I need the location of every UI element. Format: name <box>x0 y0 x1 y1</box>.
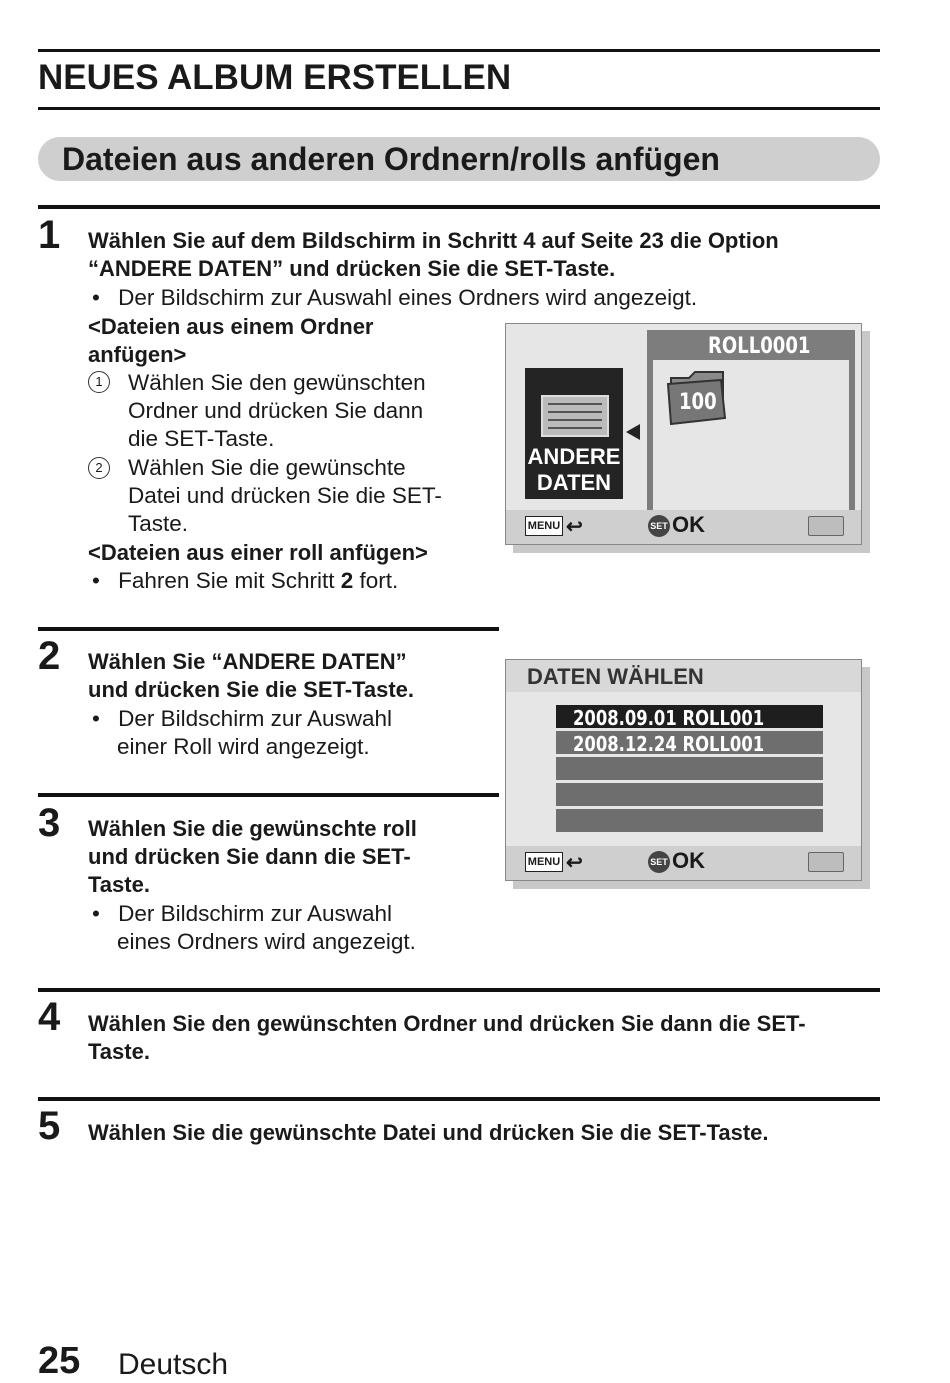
step4-line1: Wählen Sie den gewünschten Ordner und drücken Sie dann die SET- <box>88 1011 806 1036</box>
sub-a-title-1: <Dateien aus einem Ordner <box>88 314 374 339</box>
step1-number: 1 <box>38 213 61 257</box>
step4-rule <box>38 988 880 992</box>
ok-label: OK <box>672 512 705 537</box>
roll-row[interactable] <box>556 809 823 832</box>
option-line2: DATEN <box>536 470 612 495</box>
roll-list <box>556 705 823 832</box>
item2-line1: Wählen Sie die gewünschte <box>128 455 406 480</box>
roll-label: ROLL0001 <box>708 334 811 359</box>
sub-a-title-2: anfügen> <box>88 342 187 367</box>
sub-b-title: <Dateien aus einer roll anfügen> <box>88 540 428 565</box>
step4-line2: Taste. <box>88 1039 150 1064</box>
page-number: 25 <box>38 1340 81 1382</box>
bullet-dot: • <box>92 706 100 731</box>
step2-bullet-line1: Der Bildschirm zur Auswahl <box>118 706 392 731</box>
andere-daten-option[interactable] <box>525 368 623 499</box>
item2-line2: Datei und drücken Sie die SET- <box>128 483 442 508</box>
page-title: NEUES ALBUM ERSTELLEN <box>38 58 512 97</box>
step1-rule <box>38 205 880 209</box>
step3-line1: Wählen Sie die gewünschte roll <box>88 816 417 841</box>
return-icon: ↩ <box>566 852 583 874</box>
step1-instruction-1: Wählen Sie auf dem Bildschirm in Schritt 4 auf Seite 23 die Option <box>88 228 779 253</box>
footer-language: Deutsch <box>118 1348 229 1381</box>
bullet-dot: • <box>92 285 100 310</box>
step1-bullet-text: Der Bildschirm zur Auswahl eines Ordners wird angezeigt. <box>118 285 698 310</box>
bullet-dot: • <box>92 568 100 593</box>
camera-screen-folder <box>505 323 862 545</box>
item1-line3: die SET-Taste. <box>128 426 275 451</box>
item1-line1: Wählen Sie den gewünschten <box>128 370 426 395</box>
camera-screen-select <box>505 659 862 881</box>
option-line1: ANDERE <box>527 444 621 469</box>
item2-line3: Taste. <box>128 511 189 536</box>
sub-b-bullet-num: 2 <box>340 568 354 593</box>
folder-number: 100 <box>679 390 717 415</box>
roll-row-text: 2008.09.01 ROLL001 <box>573 706 765 730</box>
set-icon[interactable]: SET <box>648 515 670 537</box>
step3-bullet-line1: Der Bildschirm zur Auswahl <box>118 901 392 926</box>
sub-b-bullet-post: fort. <box>353 568 399 593</box>
step5-number: 5 <box>38 1104 61 1148</box>
title-underline <box>38 107 880 110</box>
menu-icon[interactable]: MENU <box>525 852 563 872</box>
step2-line1: Wählen Sie “ANDERE DATEN” <box>88 649 407 674</box>
step1-instruction-2: “ANDERE DATEN” und drücken Sie die SET-Taste. <box>88 256 616 281</box>
step2-number: 2 <box>38 634 61 678</box>
step3-bullet-line2: eines Ordners wird angezeigt. <box>117 929 416 954</box>
battery-icon <box>808 852 844 872</box>
top-rule <box>38 49 880 52</box>
sub-b-bullet <box>92 567 398 595</box>
roll-row[interactable] <box>556 705 823 728</box>
roll-row[interactable] <box>556 731 823 754</box>
step2-line2: und drücken Sie die SET-Taste. <box>88 677 415 702</box>
folder-icon[interactable] <box>665 368 729 426</box>
screen2-title: DATEN WÄHLEN <box>527 664 704 689</box>
step4-number: 4 <box>38 995 61 1039</box>
step1-bullet <box>92 284 697 312</box>
step3-line2: und drücken Sie dann die SET- <box>88 844 411 869</box>
return-icon: ↩ <box>566 516 583 538</box>
step3-bullet <box>92 900 392 928</box>
step3-rule <box>38 793 499 797</box>
step5-rule <box>38 1097 880 1101</box>
step2-bullet <box>92 705 392 733</box>
roll-row[interactable] <box>556 757 823 780</box>
item2-marker: 2 <box>88 457 110 479</box>
step2-rule <box>38 627 499 631</box>
roll-panel <box>647 330 855 510</box>
battery-icon <box>808 516 844 536</box>
list-icon <box>541 395 609 437</box>
item1-line2: Ordner und drücken Sie dann <box>128 398 424 423</box>
step2-bullet-line2: einer Roll wird angezeigt. <box>117 734 370 759</box>
roll-row[interactable] <box>556 783 823 806</box>
ok-label: OK <box>672 848 705 873</box>
sub-b-bullet-pre: Fahren Sie mit Schritt <box>118 568 341 593</box>
step3-line3: Taste. <box>88 872 150 897</box>
arrow-left-icon <box>626 424 640 440</box>
section-title: Dateien aus anderen Ordnern/rolls anfügen <box>62 141 720 177</box>
step5-line1: Wählen Sie die gewünschte Datei und drücken Sie die SET-Taste. <box>88 1120 769 1145</box>
item1-marker: 1 <box>88 371 110 393</box>
roll-row-text: 2008.12.24 ROLL001 <box>573 732 765 756</box>
set-icon[interactable]: SET <box>648 851 670 873</box>
step3-number: 3 <box>38 801 61 845</box>
bullet-dot: • <box>92 901 100 926</box>
menu-icon[interactable]: MENU <box>525 516 563 536</box>
